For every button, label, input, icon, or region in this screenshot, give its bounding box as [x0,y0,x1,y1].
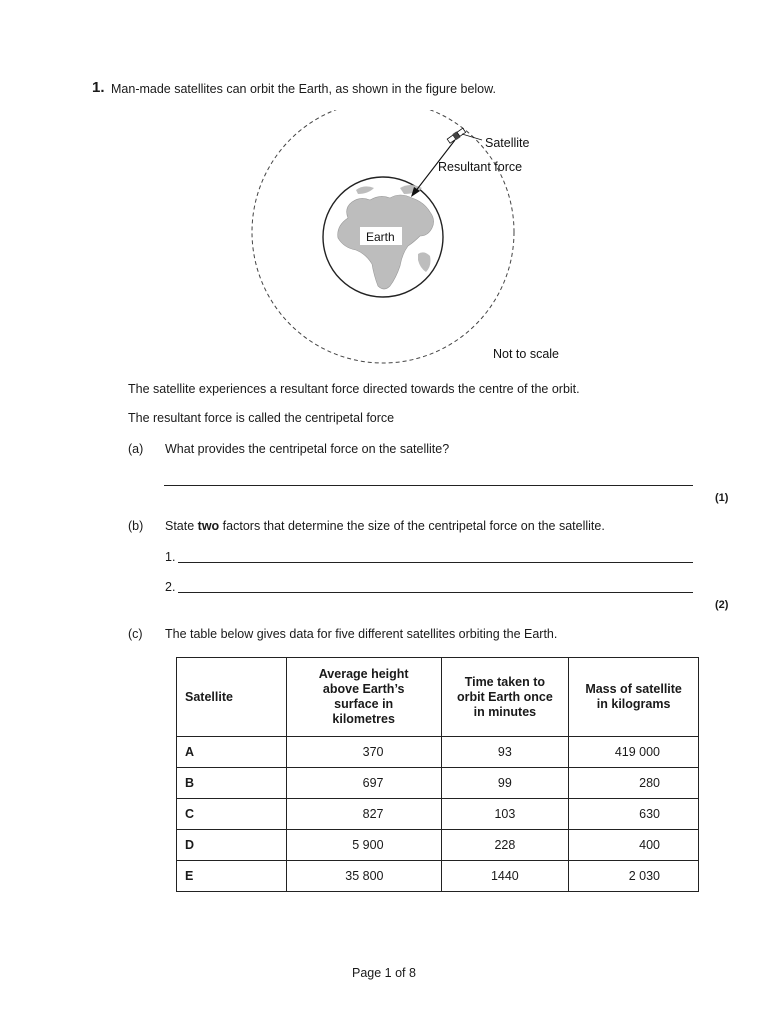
part-b-question-pre: State [165,519,198,533]
header-satellite [177,658,287,737]
part-a-marks: (1) [715,492,729,504]
question-intro: Man-made satellites can orbit the Earth, as shown in the figure below. [111,82,496,96]
paragraph-resultant-force: The satellite experiences a resultant force directed towards the centre of the orbit. [128,382,580,396]
cell-satellite: B [177,768,287,799]
cell-mass: 419 000 [569,737,699,768]
cell-time: 103 [441,799,569,830]
cell-time: 228 [441,830,569,861]
part-c-label: (c) [128,627,143,641]
paragraph-centripetal-force: The resultant force is called the centripetal force [128,411,395,425]
part-a-label: (a) [128,442,144,456]
part-a-question: What provides the centripetal force on the satellite? [165,442,450,456]
cell-height: 827 [286,799,441,830]
cell-mass: 400 [569,830,699,861]
cell-satellite: E [177,861,287,892]
satellite-icon [447,127,467,144]
cell-time: 1440 [441,861,569,892]
header-time [441,658,569,737]
header-height [286,658,441,737]
cell-mass: 630 [569,799,699,830]
cell-satellite: C [177,799,287,830]
cell-height: 35 800 [286,861,441,892]
header-satellite-text: Satellite [185,689,233,704]
earth-label: Earth [366,230,395,244]
header-mass [569,658,699,737]
part-b-question-bold: two [197,519,220,533]
cell-mass: 280 [569,768,699,799]
cell-height: 697 [286,768,441,799]
header-time-line: Time taken to [464,674,546,689]
resultant-force-label: Resultant force [438,160,523,174]
part-b-line2-label: 2. [165,580,176,594]
cell-time: 93 [441,737,569,768]
header-height-line: above Earth’s [322,682,405,696]
part-b-marks: (2) [715,599,729,611]
page-footer: Page 1 of 8 [352,966,416,980]
cell-time: 99 [441,768,569,799]
not-to-scale-note: Not to scale [493,347,560,361]
part-c-question: The table below gives data for five different satellites orbiting the Earth. [165,627,558,641]
cell-satellite: A [177,737,287,768]
header-time-line: in minutes [473,704,537,719]
cell-satellite: D [177,830,287,861]
part-b-answer-line-2[interactable] [178,592,693,593]
part-a-answer-line[interactable] [164,485,693,486]
satellite-leader-line [462,134,482,140]
cell-mass: 2 030 [569,861,699,892]
table-row [177,799,699,830]
part-b-answer-line-1[interactable] [178,562,693,563]
part-b-line1-label: 1. [165,550,176,564]
satellite-data-table [176,657,699,892]
header-height-line: surface in [334,697,394,711]
cell-height: 5 900 [286,830,441,861]
orbit-diagram [240,110,580,370]
table-row [177,830,699,861]
header-time-line: orbit Earth once [456,689,553,704]
table-row [177,768,699,799]
part-b-question [165,519,605,533]
question-number: 1. [92,79,105,96]
cell-height: 370 [286,737,441,768]
header-height-line: kilometres [332,712,395,726]
part-b-label: (b) [128,519,144,533]
header-mass-line: Mass of satellite [585,682,682,696]
header-height-line: Average height [318,667,409,681]
part-b-question-post: factors that determine the size of the centripetal force on the satellite. [219,519,605,533]
orbit-figure [240,110,580,370]
table-row [177,861,699,892]
satellite-label: Satellite [485,136,530,150]
table-row [177,737,699,768]
header-mass-line: in kilograms [596,697,671,711]
table-header-row [177,658,699,737]
